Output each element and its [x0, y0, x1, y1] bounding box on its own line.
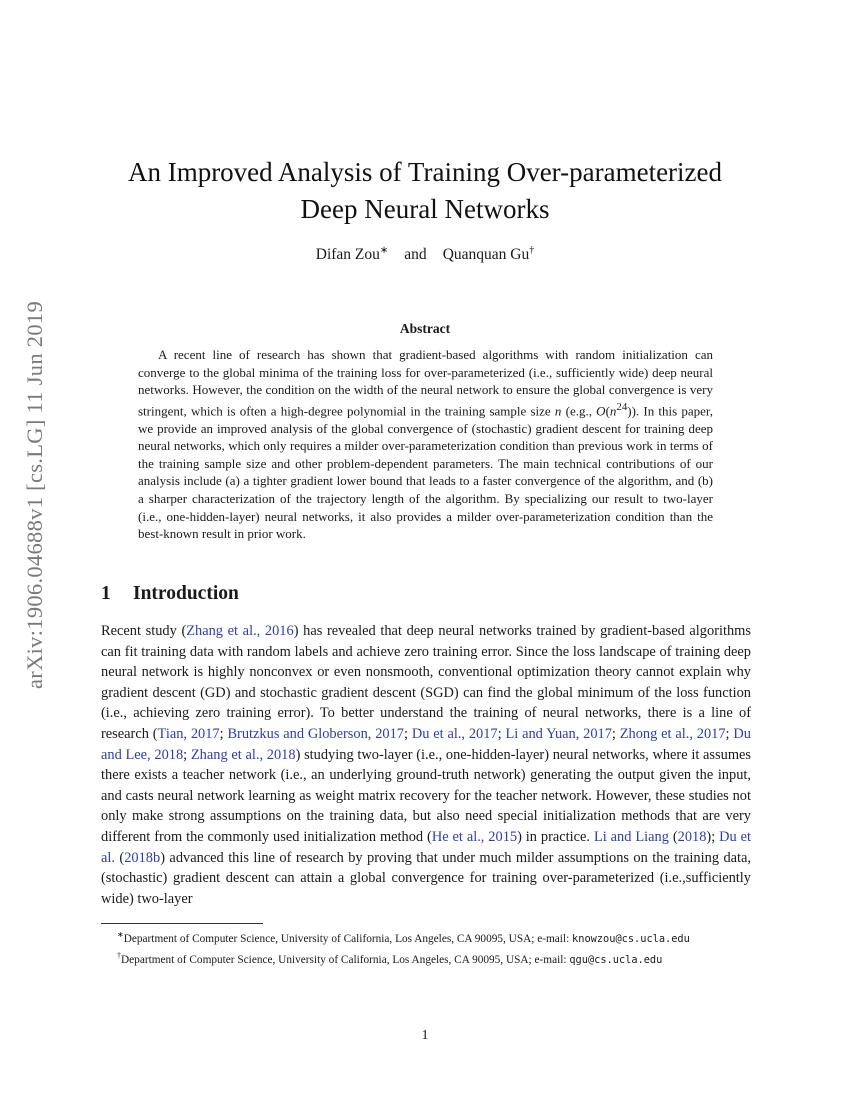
abstract-math-n: n: [554, 403, 562, 419]
intro-text: (: [668, 828, 678, 845]
footnote-2-email[interactable]: qgu@cs.ucla.edu: [569, 953, 663, 966]
paper-title-line-2: Deep Neural Networks: [300, 194, 550, 224]
abstract-math-paren-open: (: [605, 403, 610, 419]
intro-separator: ;: [725, 725, 734, 742]
intro-text: Recent study (: [101, 623, 187, 639]
intro-text: );: [706, 828, 720, 845]
citation-link[interactable]: 2018: [677, 828, 707, 845]
citation-link[interactable]: Du et al.: [101, 828, 751, 866]
intro-text: (: [114, 849, 125, 866]
citation-link[interactable]: Li and Yuan, 2017: [505, 725, 612, 742]
intro-separator: ;: [219, 725, 228, 742]
footnotes: [101, 927, 751, 969]
intro-text: ) in practice.: [517, 828, 594, 845]
paper-title-line-1: An Improved Analysis of Training Over-parameterized: [127, 157, 723, 187]
citation-link[interactable]: Zhong et al., 2017: [619, 725, 726, 742]
citation-link[interactable]: Brutzkus and Globerson, 2017: [227, 725, 404, 742]
arxiv-stamp-text: arXiv:1906.04688v1 [cs.LG] 11 Jun 2019: [22, 300, 47, 689]
footnote-1: [101, 927, 751, 947]
intro-separator: ;: [404, 725, 412, 742]
intro-text: ) has revealed that deep neural networks trained by gradient-based algorithms can fit training data with random labels and achieve zero training error. Since the loss landscape of training deep neural network is highly nonconvex or even nonsmooth, conventional optimization theory cannot explain why gradient descent (GD) and stochastic gradient descent (SGD) can find the global minimum of the loss function (i.e., achieving zero training error). To better understand the training of neural networks, there is a line of research (: [101, 623, 751, 742]
citation-link[interactable]: Du and Lee, 2018: [101, 725, 751, 763]
introduction-paragraph: [101, 621, 751, 909]
author-2-name: Quanquan Gu: [442, 246, 530, 264]
citation-link[interactable]: Zhang et al., 2016: [186, 623, 294, 639]
abstract-heading: Abstract: [399, 321, 451, 336]
citation-link[interactable]: Tian, 2017: [157, 725, 220, 742]
abstract-math-paren-close: )): [627, 403, 636, 419]
authors-and: and: [404, 246, 427, 264]
footnote-1-mark: ∗: [117, 930, 124, 939]
paper-title: [100, 154, 750, 228]
abstract-text-2: (e.g.,: [561, 403, 597, 419]
arxiv-stamp: [17, 297, 53, 692]
citation-link[interactable]: Li and Liang: [593, 828, 669, 845]
citation-link[interactable]: Zhang et al., 2018: [190, 746, 296, 763]
author-2-footnote-mark: †: [529, 245, 535, 256]
intro-text: ) advanced this line of research by proving that under much milder assumptions on the training data, (stochastic) gradient descent can attain a global convergence for training over-parameterized (i.e.,sufficiently wide) two-layer: [101, 849, 752, 907]
abstract-math-big-o: O: [596, 403, 606, 419]
intro-separator: ;: [611, 725, 620, 742]
section-heading: [101, 583, 751, 605]
abstract-body: [138, 346, 713, 543]
citation-link[interactable]: 2018b: [124, 849, 161, 866]
abstract-math-exponent: 24: [616, 400, 628, 413]
intro-text: ) studying two-layer (i.e., one-hidden-layer) neural networks, where it assumes there exists a teacher network (i.e., an underlying ground-truth network) generating the output given the input, and casts neural network learning as weight matrix recovery for the teacher network. However, these studies not only make strong assumptions on the training data, but also need special initialization methods that are very different from the commonly used initialization method (: [101, 746, 751, 845]
footnote-1-text: Department of Computer Science, University of California, Los Angeles, CA 90095, USA; e-mail:: [123, 932, 573, 945]
intro-separator: ;: [497, 725, 506, 742]
abstract-text-1: A recent line of research has shown that gradient-based algorithms with random initialization can converge to the global minima of the training loss for over-parameterized (i.e., sufficiently wide) deep neural networks. However, the condition on the width of the neural network to ensure the global convergence is very stringent, which is often a high-degree polynomial in the training sample size: [138, 347, 713, 419]
intro-separator: ;: [183, 746, 191, 763]
author-1-name: Difan Zou: [315, 246, 380, 264]
section-title: Introduction: [133, 583, 239, 604]
citation-link[interactable]: Du et al., 2017: [411, 725, 498, 742]
citation-link[interactable]: He et al., 2015: [431, 828, 518, 845]
footnote-1-email[interactable]: knowzou@cs.ucla.edu: [572, 932, 690, 945]
author-1-footnote-mark: ∗: [379, 245, 389, 256]
abstract-text-3: . In this paper, we provide an improved analysis of the global convergence of (stochastic) gradient descent for training deep neural networks, which only requires a milder over-parameterization condition than previous work in terms of the training sample size and other problem-dependent parameters. The main technical contributions of our analysis include (a) a tighter gradient lower bound that leads to a faster convergence of the algorithm, and (b) a sharper characterization of the trajectory length of the algorithm. By specializing our result to two-layer (i.e., one-hidden-layer) neural networks, it also provides a milder over-parameterization condition than the best-known result in prior work.: [138, 403, 713, 542]
author-list: [100, 245, 750, 264]
footnote-2-text: Department of Computer Science, University of California, Los Angeles, CA 90095, USA; e-mail:: [121, 953, 570, 966]
footnote-2-mark: †: [117, 951, 121, 961]
footnote-divider: [101, 923, 263, 924]
page-number: 1: [421, 1028, 429, 1043]
abstract-math-n-base: n: [609, 403, 617, 419]
section-number: 1: [101, 583, 111, 604]
footnote-2: [101, 948, 751, 968]
